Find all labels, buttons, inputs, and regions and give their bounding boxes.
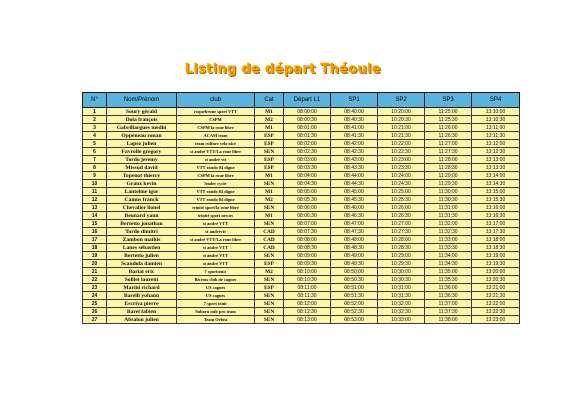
cell-club: st andré VTT <box>177 244 255 252</box>
cell-name: Tordo dimitri <box>107 228 177 236</box>
cell-sp2: 10:26:00 <box>378 204 425 212</box>
cell-sp3: 11:28:30 <box>425 164 472 172</box>
cell-name: Escriva pierre <box>107 300 177 308</box>
cell-sp4: 13:20:30 <box>472 276 520 284</box>
cell-sp1: 08:53:00 <box>331 316 378 324</box>
cell-sp4: 13:16:00 <box>472 204 520 212</box>
cell-name: Barelli yohann <box>107 292 177 300</box>
cell-number: 5 <box>83 140 107 148</box>
cell-sp4: 13:13:30 <box>472 164 520 172</box>
cell-sp2: 10:21:30 <box>378 132 425 140</box>
cell-sp4: 13:22:30 <box>472 308 520 316</box>
cell-sp4: 13:18:30 <box>472 244 520 252</box>
cell-sp2: 10:20:00 <box>378 108 425 116</box>
cell-name: Scandola damien <box>107 260 177 268</box>
cell-number: 6 <box>83 148 107 156</box>
cell-club: st andré VTT <box>177 220 255 228</box>
cell-sp4: 13:10:30 <box>472 116 520 124</box>
cell-number: 1 <box>83 108 107 116</box>
cell-sp4: 13:15:30 <box>472 196 520 204</box>
cell-club: VTT rando 04 digne <box>177 188 255 196</box>
cell-sp3: 11:35:30 <box>425 276 472 284</box>
cell-sp3: 11:33:00 <box>425 236 472 244</box>
cell-start-l1: 08:02:00 <box>284 140 331 148</box>
cell-category: SEN <box>255 252 284 260</box>
cell-sp4: 13:11:00 <box>472 124 520 132</box>
cell-sp3: 11:33:30 <box>425 244 472 252</box>
cell-sp4: 13:21:30 <box>472 292 520 300</box>
cell-sp1: 08:43:30 <box>331 164 378 172</box>
cell-sp2: 10:32:30 <box>378 308 425 316</box>
cell-sp1: 08:41:00 <box>331 124 378 132</box>
cell-sp3: 11:37:00 <box>425 300 472 308</box>
cell-sp2: 10:33:00 <box>378 316 425 324</box>
table-row <box>83 284 520 292</box>
start-list-table <box>82 92 520 324</box>
cell-name: Oppeneau ronan <box>107 132 177 140</box>
cell-category: M1 <box>255 212 284 220</box>
table-row <box>83 116 520 124</box>
cell-number: 22 <box>83 276 107 284</box>
cell-sp1: 08:46:00 <box>331 204 378 212</box>
cell-number: 25 <box>83 300 107 308</box>
cell-category: M1 <box>255 172 284 180</box>
cell-number: 26 <box>83 308 107 316</box>
cell-club: roquebrune sport VTT <box>177 108 255 116</box>
cell-category: ESP <box>255 132 284 140</box>
cell-club: Subaru mtb pro team <box>177 308 255 316</box>
header-row <box>83 93 520 108</box>
cell-club: st andré VTT <box>177 252 255 260</box>
cell-sp1: 08:49:30 <box>331 260 378 268</box>
cell-start-l1: 08:08:30 <box>284 244 331 252</box>
cell-sp1: 08:44:30 <box>331 180 378 188</box>
cell-sp4: 13:13:00 <box>472 156 520 164</box>
cell-name: Camus franck <box>107 196 177 204</box>
cell-club: CSPM <box>177 116 255 124</box>
cell-name: Lopez julien <box>107 140 177 148</box>
cell-sp3: 11:34:30 <box>425 260 472 268</box>
cell-name: Tordo jeremy <box>107 156 177 164</box>
cell-number: 15 <box>83 220 107 228</box>
cell-sp2: 10:28:00 <box>378 236 425 244</box>
cell-club: trinité sport/la roue libre <box>177 204 255 212</box>
cell-number: 10 <box>83 180 107 188</box>
cell-sp2: 10:28:30 <box>378 244 425 252</box>
cell-start-l1: 08:11:00 <box>284 284 331 292</box>
cell-club: 7 sportionic <box>177 268 255 276</box>
cell-sp3: 11:30:00 <box>425 188 472 196</box>
cell-club: st andré VTT/La roue libre <box>177 148 255 156</box>
cell-club: st andré vtt <box>177 156 255 164</box>
cell-name: Marini richard <box>107 284 177 292</box>
cell-category: SEN <box>255 308 284 316</box>
cell-name: Favrolle gregory <box>107 148 177 156</box>
cell-sp4: 13:17:00 <box>472 220 520 228</box>
cell-category: SEN <box>255 316 284 324</box>
cell-start-l1: 08:03:00 <box>284 156 331 164</box>
cell-number: 13 <box>83 204 107 212</box>
table-row <box>83 204 520 212</box>
cell-sp2: 10:21:00 <box>378 124 425 132</box>
cell-name: Soury gérald <box>107 108 177 116</box>
cell-sp1: 08:40:00 <box>331 108 378 116</box>
table-row <box>83 156 520 164</box>
cell-name: Lanes sébastien <box>107 244 177 252</box>
cell-sp2: 10:22:00 <box>378 140 425 148</box>
column-header-club: club <box>177 93 255 108</box>
cell-sp3: 11:35:00 <box>425 268 472 276</box>
cell-club: US cagnes <box>177 284 255 292</box>
cell-name: Dola françois <box>107 116 177 124</box>
cell-name: Graux kevin <box>107 180 177 188</box>
table-row <box>83 292 520 300</box>
table-row <box>83 164 520 172</box>
cell-name: Barel fabien <box>107 308 177 316</box>
cell-name: Chevalier lionel <box>107 204 177 212</box>
cell-sp1: 08:45:00 <box>331 188 378 196</box>
cell-start-l1: 08:08:00 <box>284 236 331 244</box>
cell-sp3: 11:31:00 <box>425 204 472 212</box>
cell-category: M1 <box>255 108 284 116</box>
column-header-sp1: SP1 <box>331 93 378 108</box>
cell-name: Absalon julien <box>107 316 177 324</box>
cell-sp3: 11:29:30 <box>425 180 472 188</box>
column-header-start-l1: Départ L1 <box>284 93 331 108</box>
cell-sp3: 11:32:30 <box>425 228 472 236</box>
cell-sp3: 11:26:30 <box>425 132 472 140</box>
cell-start-l1: 08:00:00 <box>284 108 331 116</box>
cell-sp4: 13:12:00 <box>472 140 520 148</box>
cell-sp1: 08:44:00 <box>331 172 378 180</box>
cell-number: 11 <box>83 188 107 196</box>
cell-number: 24 <box>83 292 107 300</box>
cell-sp4: 13:11:30 <box>472 132 520 140</box>
page-title: Listing de départ Théoule <box>184 62 382 77</box>
cell-name: Lantelme igor <box>107 188 177 196</box>
cell-sp4: 13:21:00 <box>472 284 520 292</box>
table-row <box>83 124 520 132</box>
cell-start-l1: 08:11:30 <box>284 292 331 300</box>
table-row <box>83 244 520 252</box>
cell-club: CSPM la roue libre <box>177 124 255 132</box>
cell-sp1: 08:51:00 <box>331 284 378 292</box>
cell-sp1: 08:46:30 <box>331 212 378 220</box>
table-row <box>83 276 520 284</box>
cell-category: SEN <box>255 148 284 156</box>
cell-sp4: 13:14:00 <box>472 172 520 180</box>
table-row <box>83 212 520 220</box>
cell-number: 21 <box>83 268 107 276</box>
cell-start-l1: 08:04:00 <box>284 172 331 180</box>
column-header-number: N° <box>83 93 107 108</box>
cell-start-l1: 08:05:30 <box>284 196 331 204</box>
cell-sp2: 10:23:00 <box>378 156 425 164</box>
cell-sp4: 13:10:00 <box>472 108 520 116</box>
cell-sp4: 13:19:30 <box>472 260 520 268</box>
cell-start-l1: 08:04:30 <box>284 180 331 188</box>
cell-sp4: 13:23:00 <box>472 316 520 324</box>
cell-sp3: 11:36:30 <box>425 292 472 300</box>
cell-club: trinité sport neway <box>177 212 255 220</box>
column-header-sp4: SP4 <box>472 93 520 108</box>
cell-sp3: 11:32:00 <box>425 220 472 228</box>
cell-category: ESP <box>255 260 284 268</box>
cell-sp2: 10:31:30 <box>378 292 425 300</box>
cell-sp1: 08:52:00 <box>331 300 378 308</box>
cell-name: Solliet laurent <box>107 276 177 284</box>
cell-category: CAD <box>255 228 284 236</box>
cell-name: Missud david <box>107 164 177 172</box>
cell-club: st andré VTT/La roue libre <box>177 236 255 244</box>
cell-start-l1: 08:07:30 <box>284 228 331 236</box>
cell-number: 16 <box>83 228 107 236</box>
table-row <box>83 188 520 196</box>
cell-category: M2 <box>255 268 284 276</box>
cell-sp4: 13:19:00 <box>472 252 520 260</box>
table-row <box>83 308 520 316</box>
cell-start-l1: 08:05:00 <box>284 188 331 196</box>
table-row <box>83 268 520 276</box>
cell-sp3: 11:36:00 <box>425 284 472 292</box>
cell-number: 2 <box>83 116 107 124</box>
cell-sp2: 10:25:30 <box>378 196 425 204</box>
column-header-category: Cat <box>255 93 284 108</box>
cell-start-l1: 08:10:00 <box>284 268 331 276</box>
cell-sp4: 13:17:30 <box>472 228 520 236</box>
cell-category: SEN <box>255 292 284 300</box>
cell-sp4: 13:18:00 <box>472 236 520 244</box>
cell-name: Bertetto julien <box>107 252 177 260</box>
cell-name: Bariat eric <box>107 268 177 276</box>
cell-sp4: 13:20:00 <box>472 268 520 276</box>
cell-category: ESP <box>255 284 284 292</box>
cell-number: 7 <box>83 156 107 164</box>
cell-number: 3 <box>83 124 107 132</box>
cell-sp3: 11:30:30 <box>425 196 472 204</box>
table-row <box>83 108 520 116</box>
cell-start-l1: 08:06:30 <box>284 212 331 220</box>
cell-sp1: 08:47:30 <box>331 228 378 236</box>
cell-sp1: 08:49:00 <box>331 252 378 260</box>
cell-start-l1: 08:13:00 <box>284 316 331 324</box>
cell-name: Beunard yann <box>107 212 177 220</box>
cell-category: SEN <box>255 180 284 188</box>
cell-sp1: 08:50:00 <box>331 268 378 276</box>
cell-sp2: 10:23:30 <box>378 164 425 172</box>
cell-sp3: 11:31:30 <box>425 212 472 220</box>
cell-sp2: 10:30:30 <box>378 276 425 284</box>
cell-sp1: 08:50:30 <box>331 276 378 284</box>
cell-sp1: 08:45:30 <box>331 196 378 204</box>
cell-club: VTT rando 04 digne <box>177 196 255 204</box>
table-row <box>83 228 520 236</box>
cell-start-l1: 08:07:00 <box>284 220 331 228</box>
cell-number: 12 <box>83 196 107 204</box>
table-row <box>83 196 520 204</box>
cell-club: 7 sport tonic <box>177 300 255 308</box>
cell-sp4: 13:14:30 <box>472 180 520 188</box>
cell-sp2: 10:24:00 <box>378 172 425 180</box>
cell-number: 8 <box>83 164 107 172</box>
cell-start-l1: 08:02:30 <box>284 148 331 156</box>
table-row <box>83 180 520 188</box>
cell-sp2: 10:29:30 <box>378 260 425 268</box>
cell-sp4: 13:16:30 <box>472 212 520 220</box>
cell-club: st andrévtt <box>177 228 255 236</box>
cell-sp1: 08:48:30 <box>331 244 378 252</box>
cell-category: M2 <box>255 196 284 204</box>
cell-category: M1 <box>255 188 284 196</box>
cell-number: 14 <box>83 212 107 220</box>
cell-start-l1: 08:12:30 <box>284 308 331 316</box>
cell-sp4: 13:15:00 <box>472 188 520 196</box>
table-row <box>83 252 520 260</box>
cell-category: SEN <box>255 220 284 228</box>
cell-sp2: 10:20:30 <box>378 116 425 124</box>
cell-number: 20 <box>83 260 107 268</box>
table-row <box>83 140 520 148</box>
cell-sp3: 11:29:00 <box>425 172 472 180</box>
cell-category: M2 <box>255 116 284 124</box>
cell-start-l1: 08:01:00 <box>284 124 331 132</box>
cell-club: team culture velo nice <box>177 140 255 148</box>
cell-sp3: 11:25:30 <box>425 116 472 124</box>
cell-number: 27 <box>83 316 107 324</box>
cell-number: 4 <box>83 132 107 140</box>
cell-sp2: 10:30:00 <box>378 268 425 276</box>
cell-sp3: 11:25:00 <box>425 108 472 116</box>
cell-category: ESP <box>255 156 284 164</box>
cell-name: Topenot thierry <box>107 172 177 180</box>
cell-club: st andré VTT <box>177 260 255 268</box>
cell-category: ESP <box>255 164 284 172</box>
table-row <box>83 236 520 244</box>
cell-category: SEN <box>255 204 284 212</box>
cell-club: ACAM team <box>177 132 255 140</box>
table-row <box>83 172 520 180</box>
cell-sp4: 13:12:30 <box>472 148 520 156</box>
cell-sp2: 10:27:00 <box>378 220 425 228</box>
cell-club: Team Orbea <box>177 316 255 324</box>
cell-club: CSPM la roue libre <box>177 172 255 180</box>
cell-start-l1: 08:06:00 <box>284 204 331 212</box>
cell-name: Gabrillargues medhi <box>107 124 177 132</box>
cell-sp2: 10:32:00 <box>378 300 425 308</box>
cell-start-l1: 08:10:30 <box>284 276 331 284</box>
cell-sp3: 11:34:00 <box>425 252 472 260</box>
table-row <box>83 132 520 140</box>
cell-sp2: 10:29:00 <box>378 252 425 260</box>
cell-sp3: 11:28:00 <box>425 156 472 164</box>
cell-sp1: 08:48:00 <box>331 236 378 244</box>
cell-number: 23 <box>83 284 107 292</box>
cell-sp3: 11:26:00 <box>425 124 472 132</box>
cell-sp2: 10:27:30 <box>378 228 425 236</box>
cell-name: Bertetto jonathan <box>107 220 177 228</box>
cell-start-l1: 08:00:30 <box>284 116 331 124</box>
cell-category: SEN <box>255 276 284 284</box>
cell-club: US cagnes <box>177 292 255 300</box>
cell-sp1: 08:47:00 <box>331 220 378 228</box>
table-row <box>83 260 520 268</box>
cell-category: ESP <box>255 140 284 148</box>
cell-sp2: 10:24:30 <box>378 180 425 188</box>
cell-sp3: 11:27:00 <box>425 140 472 148</box>
cell-sp2: 10:25:00 <box>378 188 425 196</box>
cell-sp2: 10:26:30 <box>378 212 425 220</box>
cell-sp1: 08:40:30 <box>331 116 378 124</box>
cell-category: CAD <box>255 244 284 252</box>
cell-number: 19 <box>83 252 107 260</box>
cell-number: 17 <box>83 236 107 244</box>
column-header-sp3: SP3 <box>425 93 472 108</box>
table-row <box>83 316 520 324</box>
cell-club: Bicross club de cagnes <box>177 276 255 284</box>
cell-sp3: 11:38:00 <box>425 316 472 324</box>
cell-start-l1: 08:12:00 <box>284 300 331 308</box>
table-body <box>83 108 520 324</box>
cell-start-l1: 08:09:00 <box>284 252 331 260</box>
table-row <box>83 148 520 156</box>
cell-club: VTT rando 04 digne <box>177 164 255 172</box>
cell-sp1: 08:51:30 <box>331 292 378 300</box>
cell-club: leader cycle <box>177 180 255 188</box>
cell-sp1: 08:42:00 <box>331 140 378 148</box>
cell-number: 9 <box>83 172 107 180</box>
table-row <box>83 220 520 228</box>
cell-category: CAD <box>255 236 284 244</box>
cell-sp4: 13:22:00 <box>472 300 520 308</box>
cell-name: Zambon mathis <box>107 236 177 244</box>
column-header-name: Nom/Prénom <box>107 93 177 108</box>
cell-category: M1 <box>255 124 284 132</box>
cell-sp1: 08:42:30 <box>331 148 378 156</box>
cell-category: SEN <box>255 300 284 308</box>
cell-start-l1: 08:01:30 <box>284 132 331 140</box>
cell-sp1: 08:52:30 <box>331 308 378 316</box>
cell-sp2: 10:22:30 <box>378 148 425 156</box>
column-header-sp2: SP2 <box>378 93 425 108</box>
cell-start-l1: 08:09:30 <box>284 260 331 268</box>
table-row <box>83 300 520 308</box>
cell-sp3: 11:37:30 <box>425 308 472 316</box>
cell-sp1: 08:43:00 <box>331 156 378 164</box>
cell-start-l1: 08:03:30 <box>284 164 331 172</box>
cell-sp3: 11:27:30 <box>425 148 472 156</box>
cell-number: 18 <box>83 244 107 252</box>
cell-sp2: 10:31:00 <box>378 284 425 292</box>
cell-sp1: 08:41:30 <box>331 132 378 140</box>
